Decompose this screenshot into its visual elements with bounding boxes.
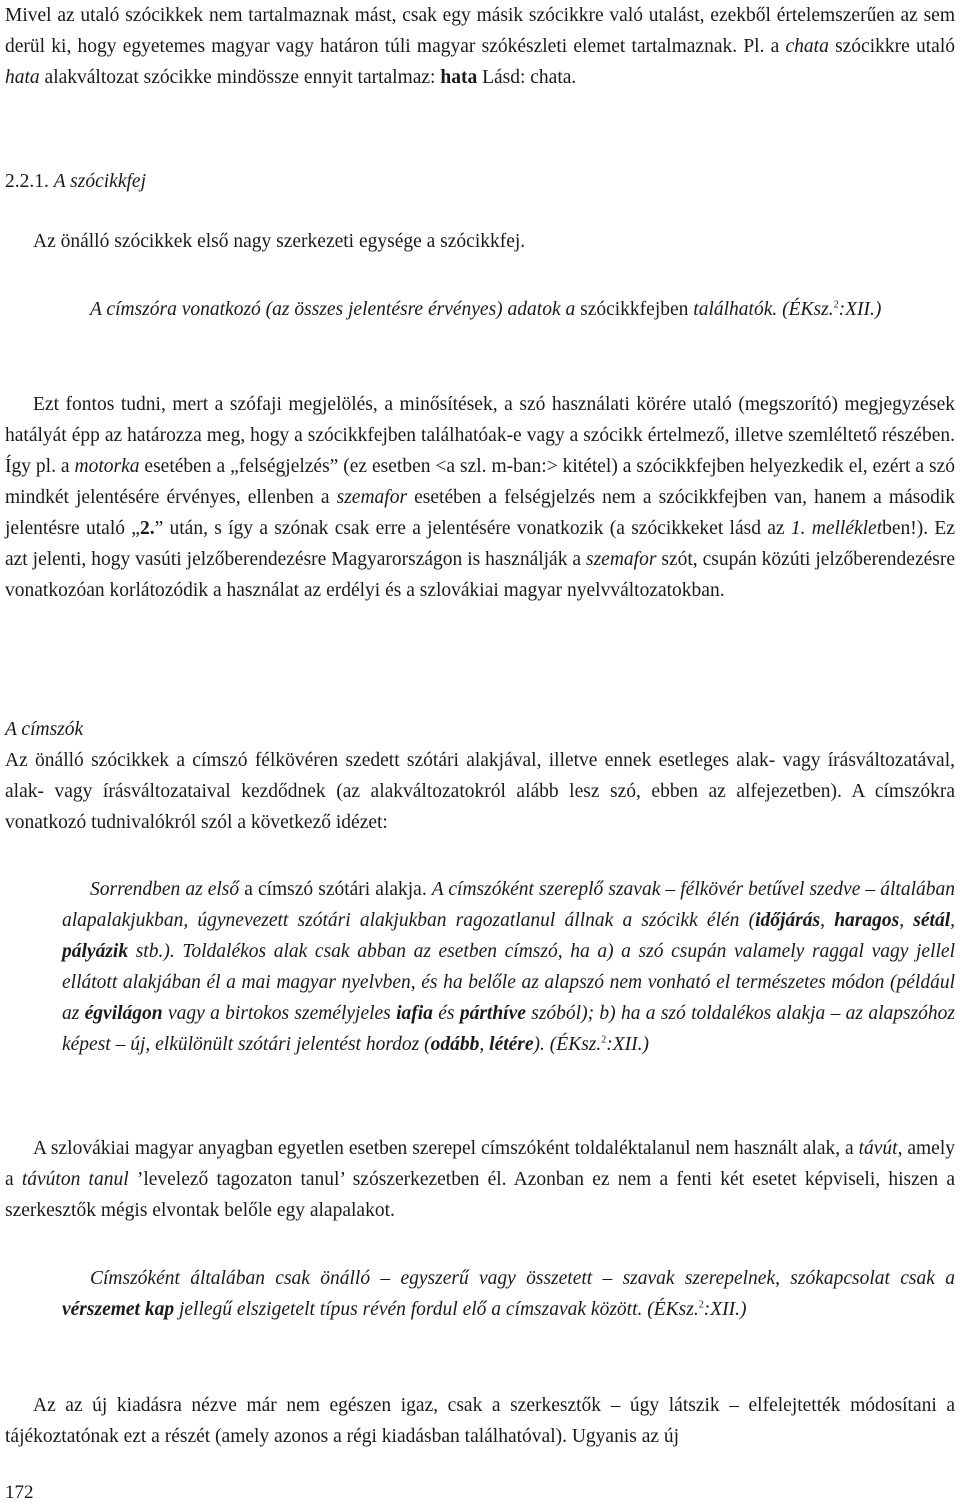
- bold-italic-run: időjárás: [755, 910, 821, 931]
- text-run: 2.2.1.: [5, 171, 54, 192]
- italic-run: távút: [858, 1138, 898, 1159]
- bold-run: 2.: [139, 518, 155, 539]
- bold-italic-run: pályázik: [62, 941, 129, 962]
- paragraph-slovak: [5, 1133, 955, 1226]
- page-number: 172: [5, 1482, 34, 1503]
- italic-run: 1. melléklet: [790, 518, 883, 539]
- quote-block-1: [62, 294, 955, 325]
- bold-italic-run: sétál: [913, 910, 951, 931]
- bold-italic-run: vérszemet kap: [62, 1299, 175, 1320]
- italic-run: és: [432, 1003, 460, 1024]
- text-run: ’levelező tagozaton tanul’ szószerkezetben él. Azonban ez nem a fenti két esetet képviseli, hiszen a szerkesztők mégis elvontak belőle egy alapalakot.: [5, 1169, 956, 1221]
- text-run: szót, csupán közúti jelzőberendezésre vonatkozóan korlátozódik a használat az erdélyi és a szlovákiai magyar nyelvváltozatokban.: [5, 549, 955, 601]
- italic-run: :XII.): [703, 1299, 747, 1320]
- superscript-run: 2: [698, 1299, 704, 1311]
- italic-run: Címszóként általában csak önálló – egyszerű vagy összetett – szavak szerepelnek, szókapcsolat csak a: [90, 1268, 955, 1289]
- text-run: Az önálló szócikkek első nagy szerkezeti egysége a szócikkfej.: [33, 231, 526, 252]
- italic-run: A címszóként szereplő szavak – félkövér betűvel szedve – általában alapalakjukban, úgynevezett szótári alakjukban ragozatlanul állnak a szócikk élén (: [62, 879, 955, 931]
- text-run: Ezt fontos tudni, mert a szófaji megjelölés, a minősítések, a szó használati körére utaló (megszorító) megjegyzések hatályát épp az határozza meg, hogy a szócikkfejben találhatóak-e vagy a szócikk értelmező, illetve szemléltető részében. Így pl. a: [5, 394, 955, 477]
- paragraph-headword-unit: [33, 226, 955, 257]
- text-run: Az az új kiadásra nézve már nem egészen igaz, csak a szerkesztők – úgy látszik – elfelejtették módosítani a tájékoztatónak ezt a részét (amely azonos a régi kiadásban találhatóval). Ugyanis az új: [5, 1395, 955, 1447]
- italic-run: A címszóra vonatkozó (az összes jelentésre érvényes) adatok a: [90, 299, 581, 320]
- italic-run: ,: [950, 910, 956, 931]
- text-run: Lásd: chata.: [477, 67, 577, 88]
- paragraph-important: [5, 389, 955, 606]
- italic-run: ,: [820, 910, 835, 931]
- italic-run: távúton tanul: [21, 1169, 129, 1190]
- bold-run: hata: [440, 67, 478, 88]
- italic-run: vagy a birtokos személyjeles: [162, 1003, 397, 1024]
- bold-italic-run: létére: [489, 1034, 534, 1055]
- section-heading: [5, 166, 146, 197]
- text-run: Mivel az utaló szócikkek nem tartalmaznak mást, csak egy másik szócikkre való utalást, ezekből értelemszerűen az sem derül ki, hogy egyetemes magyar vagy határon túli magyar szókészleti elemet tartalmaznak. Pl. a: [5, 5, 955, 57]
- italic-run: chata: [785, 36, 829, 57]
- text-run: esetében a „felségjelzés” (ez esetben <a szl. m-ban:> kitétel) a szócikkfejben helyezkedik el, ezért a szó mindkét jelentésére érvényes, ellenben a: [5, 456, 955, 508]
- italic-run: motorka: [74, 456, 140, 477]
- text-run: ben!). Ez azt jelenti, hogy vasúti jelzőberendezésre Magyarországon is használják a: [5, 518, 955, 570]
- italic-run: stb.). Toldalékos alak csak abban az esetben címszó, ha a) a szó csupán valamely raggal vagy jellel ellátott alakjában él a mai magyar nyelvben, és ha belőle az alapszó nem vonható el természetes módon (például az: [62, 941, 955, 1024]
- italic-run: hata: [5, 67, 40, 88]
- text-run: A szlovákiai magyar anyagban egyetlen esetben szerepel címszóként toldaléktalanul nem használt alak, a: [33, 1138, 859, 1159]
- italic-run: ). (ÉKsz.: [533, 1034, 602, 1055]
- quote-block-3: [62, 1263, 955, 1325]
- italic-run: A címszók: [5, 719, 84, 740]
- paragraph-new-edition: [5, 1390, 955, 1452]
- italic-run: ,: [899, 910, 914, 931]
- bold-italic-run: odább: [430, 1034, 480, 1055]
- text-run: a címszó szótári alakja.: [239, 879, 432, 900]
- text-run: alakváltozat szócikke mindössze ennyit tartalmaz:: [39, 67, 441, 88]
- italic-run: szemafor: [586, 549, 657, 570]
- paragraph-headwords: [5, 745, 955, 838]
- italic-run: :XII.): [838, 299, 882, 320]
- italic-run: szóból); b) ha a szó toldalékos alakja – az alapszóhoz képest – új, elkülönült szótári jelentést hordoz (: [62, 1003, 955, 1055]
- bold-italic-run: égvilágon: [84, 1003, 163, 1024]
- bold-italic-run: párthíve: [459, 1003, 526, 1024]
- quote-block-2: [62, 874, 955, 1060]
- italic-run: ,: [479, 1034, 490, 1055]
- intro-paragraph: [5, 0, 955, 93]
- text-run: , amely a: [5, 1138, 955, 1190]
- italic-run: jellegű elszigetelt típus révén fordul elő a címszavak között. (ÉKsz.: [174, 1299, 699, 1320]
- text-run: Az önálló szócikkek a címszó félkövéren szedett szótári alakjával, illetve ennek esetleges alak- vagy írásváltozatával, alak- vagy írásváltozataival kezdődnek (az alakváltozatokról alább lesz szó, ebben az alfejezetben). A címszókra vonatkozó tudnivalókról szól a következő idézet:: [5, 750, 955, 833]
- italic-run: találhatók. (ÉKsz.: [688, 299, 834, 320]
- text-run: szócikkfejben: [580, 299, 689, 320]
- bold-italic-run: iafia: [396, 1003, 433, 1024]
- text-run: ” után, s így a szónak csak erre a jelentésére vonatkozik (a szócikkeket lásd az: [154, 518, 791, 539]
- text-run: esetében a felségjelzés nem a szócikkfejben van, hanem a második jelentésre utaló „: [5, 487, 955, 539]
- text-run: szócikkre utaló: [828, 36, 955, 57]
- italic-run: :XII.): [606, 1034, 650, 1055]
- subheading-headwords: [5, 714, 83, 745]
- italic-run: A szócikkfej: [53, 171, 146, 192]
- superscript-run: 2: [833, 299, 839, 311]
- superscript-run: 2: [601, 1034, 607, 1046]
- bold-italic-run: haragos: [834, 910, 900, 931]
- italic-run: szemafor: [336, 487, 408, 508]
- italic-run: Sorrendben az első: [90, 879, 240, 900]
